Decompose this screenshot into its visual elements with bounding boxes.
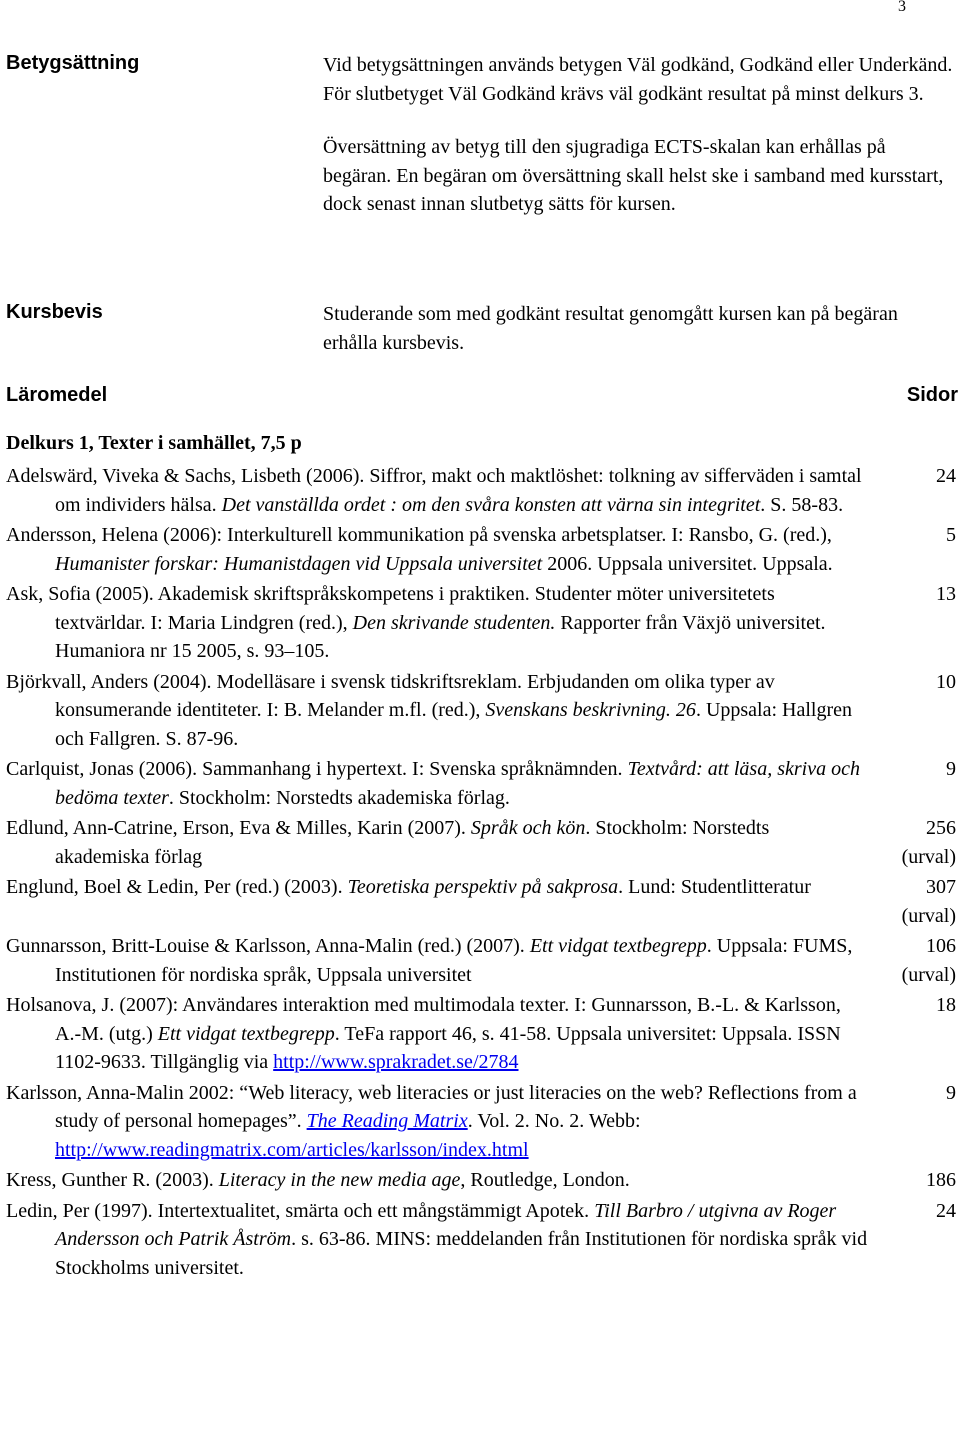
reference-pages	[868, 932, 956, 989]
reference-segment: . Lund: Studentlitteratur	[618, 876, 811, 898]
reference-segment: Englund, Boel & Ledin, Per (red.) (2003).	[6, 876, 348, 898]
reference-item	[6, 580, 956, 666]
reference-segment: Ask, Sofia (2005). Akademisk skriftspråkskompetens i praktiken. Studenter möter universitetets textvärldar. I: Maria Lindgren (red.),	[6, 583, 775, 634]
reference-text	[6, 1197, 868, 1283]
reference-segment: Karlsson, Anna-Malin 2002: “Web literacy, web literacies or just literacies on the web? Reflections from a study of personal homepages”.	[6, 1081, 857, 1132]
reference-segment: , Routledge, London.	[460, 1169, 630, 1191]
reference-link[interactable]: http://www.sprakradet.se/2784	[273, 1051, 519, 1073]
reference-pages	[868, 1166, 956, 1195]
reference-pages	[868, 580, 956, 666]
reference-pages	[868, 668, 956, 754]
reference-item	[6, 1197, 956, 1283]
reference-text	[6, 668, 868, 754]
betygsattning-heading: Betygsättning	[6, 52, 140, 74]
reference-text	[6, 462, 868, 519]
reference-segment: Björkvall, Anders (2004). Modelläsare i svensk tidskriftsreklam. Erbjudanden om olika typer av konsumerande identiteter. I: B. Melander m.fl. (red.),	[6, 670, 775, 721]
reference-segment: Rapporter från Växjö universitet. Humaniora nr 15 2005, s. 93–105.	[55, 611, 826, 662]
reference-segment: . Stockholm: Norstedts akademiska förlag	[55, 817, 770, 868]
page-number: 3	[898, 0, 906, 15]
page-count: 10	[936, 670, 956, 693]
reference-text	[6, 1166, 868, 1195]
reference-text	[6, 932, 868, 989]
reference-item	[6, 991, 956, 1077]
reference-link[interactable]: http://www.readingmatrix.com/articles/karlsson/index.html	[55, 1138, 529, 1161]
page-count: 18	[936, 994, 956, 1016]
betygsattning-text	[323, 51, 953, 244]
reference-item	[6, 932, 956, 989]
reference-title: Literacy in the new media age	[218, 1169, 461, 1191]
reference-item	[6, 668, 956, 754]
reference-title: Humanister forskar: Humanistdagen vid Uppsala universitet	[55, 552, 543, 575]
reference-segment: . Vol. 2. No. 2. Webb:	[467, 1110, 641, 1132]
reference-text	[6, 580, 868, 666]
reference-title: Teoretiska perspektiv på sakprosa	[347, 876, 619, 898]
page-count: (urval)	[901, 904, 956, 927]
reference-pages	[868, 521, 956, 578]
reference-pages	[868, 755, 956, 812]
reference-pages	[868, 462, 956, 519]
reference-text	[6, 521, 868, 578]
reference-item	[6, 1166, 956, 1195]
reference-segment: Carlquist, Jonas (2006). Sammanhang i hypertext. I: Svenska språknämnden.	[6, 758, 628, 780]
page-count: 9	[946, 1081, 956, 1104]
reference-segment: Gunnarsson, Britt-Louise & Karlsson, Anna-Malin (red.) (2007).	[6, 935, 530, 957]
page-count: 5	[946, 524, 956, 546]
betygsattning-paragraph-1: Vid betygsättningen används betygen Väl godkänd, Godkänd eller Underkänd. För slutbetyget Väl Godkänd krävs väl godkänt resultat på minst delkurs 3.	[323, 54, 953, 105]
reference-segment: Kress, Gunther R. (2003).	[6, 1169, 219, 1191]
reference-segment: . s. 63-86. MINS: meddelanden från Institutionen för nordiska språk vid Stockholms universitet.	[55, 1228, 868, 1279]
reference-title: Ett vidgat textbegrepp	[157, 1022, 335, 1045]
reference-title: Ett vidgat textbegrepp	[529, 935, 707, 957]
reference-item	[6, 1079, 956, 1165]
reference-segment: Andersson, Helena (2006): Interkulturell kommunikation på svenska arbetsplatser. I: Ransbo, G. (red.),	[6, 524, 832, 546]
reference-segment: . Stockholm: Norstedts akademiska förlag.	[168, 786, 510, 809]
betygsattning-paragraph-2: Översättning av betyg till den sjugradiga ECTS-skalan kan erhållas på begäran. En begäran om översättning skall helst ske i samband med kursstart, dock senast innan slutbetyg sätts för kursen.	[323, 136, 944, 215]
reference-text	[6, 873, 868, 930]
reference-segment: . S. 58-83.	[760, 493, 844, 516]
page-count: 307	[926, 876, 956, 898]
page-count: 24	[936, 1199, 956, 1222]
reference-link[interactable]: The Reading Matrix	[306, 1110, 468, 1132]
reference-pages	[868, 1079, 956, 1165]
sidor-heading: Sidor	[906, 384, 958, 406]
reference-list	[6, 462, 956, 1284]
reference-title: Till Barbro / utgivna av Roger Andersson och Patrik Åström	[55, 1199, 837, 1250]
reference-segment: . TeFa rapport 46, s. 41-58. Uppsala universitet: Uppsala. ISSN 1102-9633. Tillgänglig via	[55, 1022, 841, 1073]
reference-title: Den skrivande studenten.	[352, 611, 556, 634]
reference-segment: Adelswärd, Viveka & Sachs, Lisbeth (2006). Siffror, makt och maktlöshet: tolkning av sifferväden i samtal om individers hälsa.	[6, 465, 862, 516]
kursbevis-text: Studerande som med godkänt resultat genomgått kursen kan på begäran erhålla kursbevis.	[323, 303, 898, 354]
reference-text	[6, 991, 868, 1077]
delkurs-title: Delkurs 1, Texter i samhället, 7,5 p	[6, 432, 302, 454]
reference-text	[6, 1079, 868, 1165]
reference-title: Språk och kön	[470, 817, 586, 839]
page-count: (urval)	[901, 963, 956, 986]
reference-pages	[868, 991, 956, 1077]
reference-item	[6, 873, 956, 930]
reference-item	[6, 755, 956, 812]
kursbevis-heading: Kursbevis	[6, 301, 103, 323]
page-count: 256	[926, 817, 956, 839]
reference-segment: Edlund, Ann-Catrine, Erson, Eva & Milles, Karin (2007).	[6, 817, 471, 839]
page-count: 106	[926, 935, 956, 957]
reference-title: Svenskans beskrivning. 26	[485, 699, 696, 721]
reference-item	[6, 814, 956, 871]
page-count: 9	[946, 758, 956, 780]
reference-item	[6, 462, 956, 519]
reference-item	[6, 521, 956, 578]
reference-segment: Ledin, Per (1997). Intertextualitet, smärta och ett mångstämmigt Apotek.	[6, 1199, 595, 1222]
page-count: 24	[936, 465, 956, 487]
reference-text	[6, 814, 868, 871]
reference-segment: 2006. Uppsala universitet. Uppsala.	[542, 552, 833, 575]
reference-title: Textvård: att läsa, skriva och bedöma texter	[55, 758, 860, 809]
reference-title: Det vanställda ordet : om den svåra konsten att värna sin integritet	[221, 493, 761, 516]
page-count: 13	[936, 583, 956, 605]
reference-segment: Holsanova, J. (2007): Användares interaktion med multimodala texter. I: Gunnarsson, B.-L. & Karlsson, A.-M. (utg.)	[6, 994, 841, 1045]
reference-pages	[868, 873, 956, 930]
page-count: (urval)	[901, 845, 956, 868]
reference-text	[6, 755, 868, 812]
laromedel-heading: Läromedel	[6, 384, 108, 406]
reference-pages	[868, 814, 956, 871]
reference-segment: . Uppsala: FUMS, Institutionen för nordiska språk, Uppsala universitet	[55, 935, 853, 986]
page-count: 186	[926, 1169, 956, 1191]
reference-segment: . Uppsala: Hallgren och Fallgren. S. 87-96.	[55, 699, 853, 750]
reference-pages	[868, 1197, 956, 1283]
